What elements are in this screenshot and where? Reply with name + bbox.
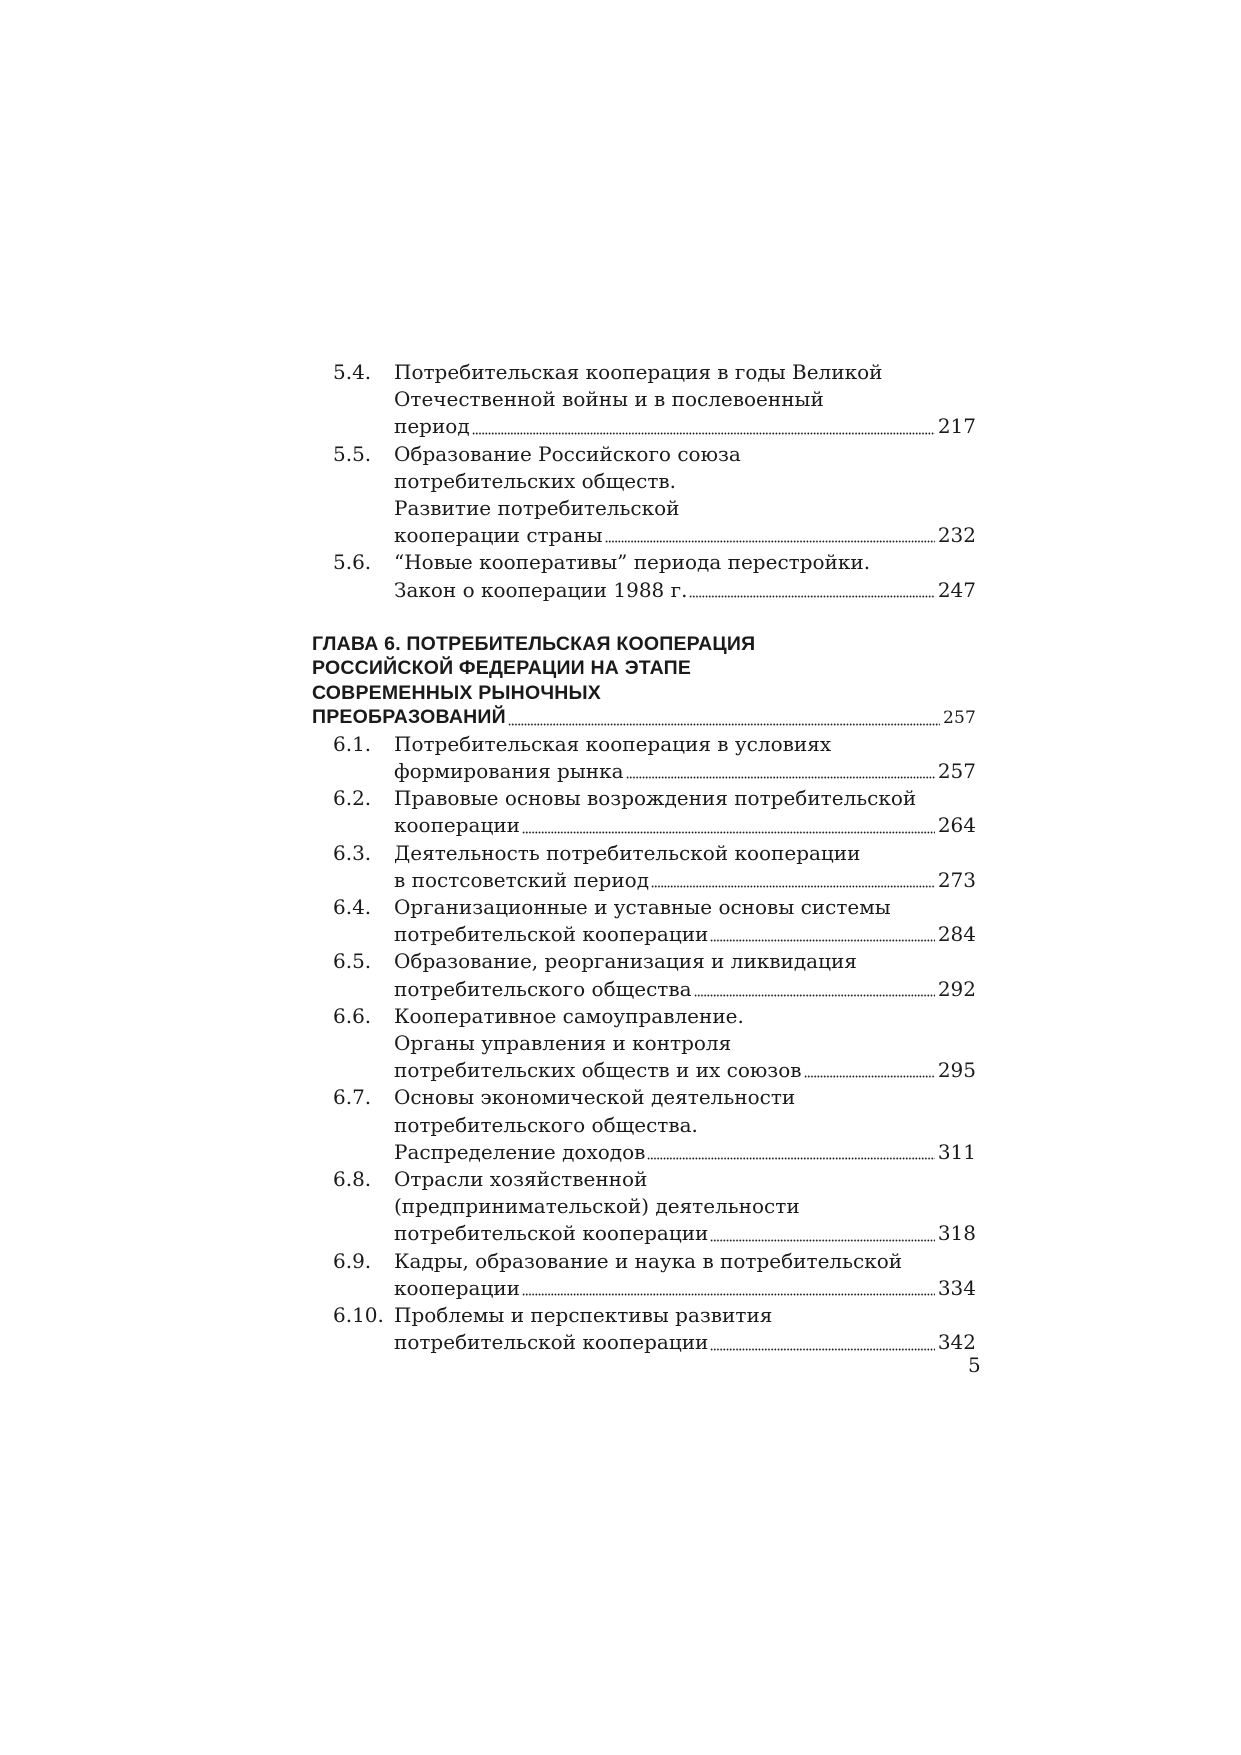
section-title-line: Закон о кооперации 1988 г. [394, 577, 688, 602]
section-title-line: Образование, реорганизация и ликвидация [394, 949, 857, 974]
toc-entry-6-2[interactable] [312, 785, 976, 839]
section-title-line: кооперации [394, 813, 520, 838]
page-ref: 217 [937, 414, 976, 439]
dot-leader [710, 1329, 934, 1350]
page-ref: 334 [937, 1275, 976, 1300]
toc-entry-6-7[interactable] [312, 1084, 976, 1166]
page-ref: 311 [937, 1139, 976, 1164]
section-title-line: в постсоветский период [394, 867, 650, 892]
page-ref: 257 [942, 708, 976, 729]
section-title-line: Органы управления и контроля [394, 1031, 732, 1056]
toc-entry-6-6[interactable] [312, 1003, 976, 1085]
section-title-line: потребительской кооперации [394, 1330, 709, 1355]
section-title-line: кооперации страны [394, 523, 603, 548]
section-title-line: Потребительская кооперация в годы Великой [394, 360, 883, 384]
section-title-line: Проблемы и перспективы развития [394, 1303, 773, 1328]
section-title-line: потребительской кооперации [394, 922, 709, 947]
section-number: 6.4. [333, 895, 372, 920]
section-number: 5.4. [333, 360, 372, 384]
dot-leader [710, 1220, 934, 1241]
toc-entry-5-6[interactable] [312, 549, 976, 603]
section-number: 6.7. [333, 1085, 372, 1110]
page-ref: 292 [937, 976, 976, 1001]
section-number: 6.8. [333, 1167, 372, 1192]
chapter-title-line: ГЛАВА 6. ПОТРЕБИТЕЛЬСКАЯ КООПЕРАЦИЯ [312, 632, 756, 655]
dot-leader [689, 577, 934, 598]
chapter-title-line: ПРЕОБРАЗОВАНИЙ [312, 706, 506, 729]
toc-entry-6-8[interactable] [312, 1166, 976, 1248]
section-title-line: Отечественной войны и в послевоенный [394, 387, 824, 412]
toc-chapter-6[interactable] [312, 632, 976, 731]
page-ref: 232 [937, 523, 976, 548]
toc-entry-5-4[interactable] [312, 359, 976, 441]
section-title-line: (предпринимательской) деятельности [394, 1194, 800, 1219]
toc-entry-6-5[interactable] [312, 948, 976, 1002]
page-ref: 257 [937, 759, 976, 784]
dot-leader [804, 1057, 935, 1078]
section-title-line: потребительского общества. [394, 1112, 698, 1137]
section-number: 5.5. [333, 441, 372, 466]
dot-leader [522, 1275, 935, 1296]
page-ref: 284 [937, 922, 976, 947]
section-title-line: Образование Российского союза [394, 441, 741, 466]
page-ref: 342 [937, 1330, 976, 1355]
page-ref: 273 [937, 867, 976, 892]
page-ref: 295 [937, 1058, 976, 1083]
section-number: 5.6. [333, 550, 372, 575]
section-title-line: Организационные и уставные основы системы [394, 895, 891, 920]
section-title-line: потребительской кооперации [394, 1221, 709, 1246]
toc-entry-6-4[interactable] [312, 894, 976, 948]
dot-leader [651, 867, 935, 888]
section-title-line: Потребительская кооперация в условиях [394, 731, 832, 756]
dot-leader [710, 921, 934, 942]
section-title-line: Основы экономической деятельности [394, 1085, 796, 1110]
section-title-line: потребительского общества [394, 976, 692, 1001]
page-number: 5 [968, 1353, 981, 1377]
chapter-title-line: СОВРЕМЕННЫХ РЫНОЧНЫХ [312, 681, 602, 704]
section-title-line: период [394, 414, 470, 439]
page-ref: 264 [937, 813, 976, 838]
section-title-line: Отрасли хозяйственной [394, 1167, 648, 1192]
section-title-line: потребительских обществ. [394, 468, 677, 493]
toc-entry-6-1[interactable] [312, 731, 976, 785]
section-title-line: Деятельность потребительской кооперации [394, 840, 861, 865]
section-title-line: потребительских обществ и их союзов [394, 1058, 802, 1083]
section-number: 6.1. [333, 731, 372, 756]
page-ref: 318 [937, 1221, 976, 1246]
toc-entry-6-9[interactable] [312, 1248, 976, 1302]
dot-leader [472, 413, 935, 434]
section-number: 6.2. [333, 786, 372, 811]
section-title-line: Развитие потребительской [394, 496, 680, 521]
table-of-contents [312, 359, 976, 1357]
section-title-line: Кооперативное самоуправление. [394, 1003, 744, 1028]
section-title-line: Распределение доходов [394, 1139, 646, 1164]
dot-leader [626, 758, 935, 779]
dot-leader [508, 705, 940, 726]
toc-entry-6-10[interactable] [312, 1302, 976, 1356]
toc-entry-6-3[interactable] [312, 840, 976, 894]
dot-leader [605, 522, 935, 543]
section-number: 6.5. [333, 949, 372, 974]
section-number: 6.6. [333, 1003, 372, 1028]
dot-leader [647, 1139, 934, 1160]
section-title-line: формирования рынка [394, 759, 624, 784]
section-title-line: Правовые основы возрождения потребительской [394, 786, 917, 811]
section-number: 6.10. [333, 1303, 384, 1328]
section-title-line: кооперации [394, 1275, 520, 1300]
page-ref: 247 [937, 577, 976, 602]
dot-leader [522, 812, 935, 833]
section-title-line: “Новые кооперативы” периода перестройки. [394, 550, 871, 575]
dot-leader [694, 976, 935, 997]
section-number: 6.3. [333, 840, 372, 865]
toc-entry-5-5[interactable] [312, 441, 976, 550]
section-number: 6.9. [333, 1248, 372, 1273]
section-title-line: Кадры, образование и наука в потребительской [394, 1248, 903, 1273]
chapter-title-line: РОССИЙСКОЙ ФЕДЕРАЦИИ НА ЭТАПЕ [312, 657, 692, 680]
